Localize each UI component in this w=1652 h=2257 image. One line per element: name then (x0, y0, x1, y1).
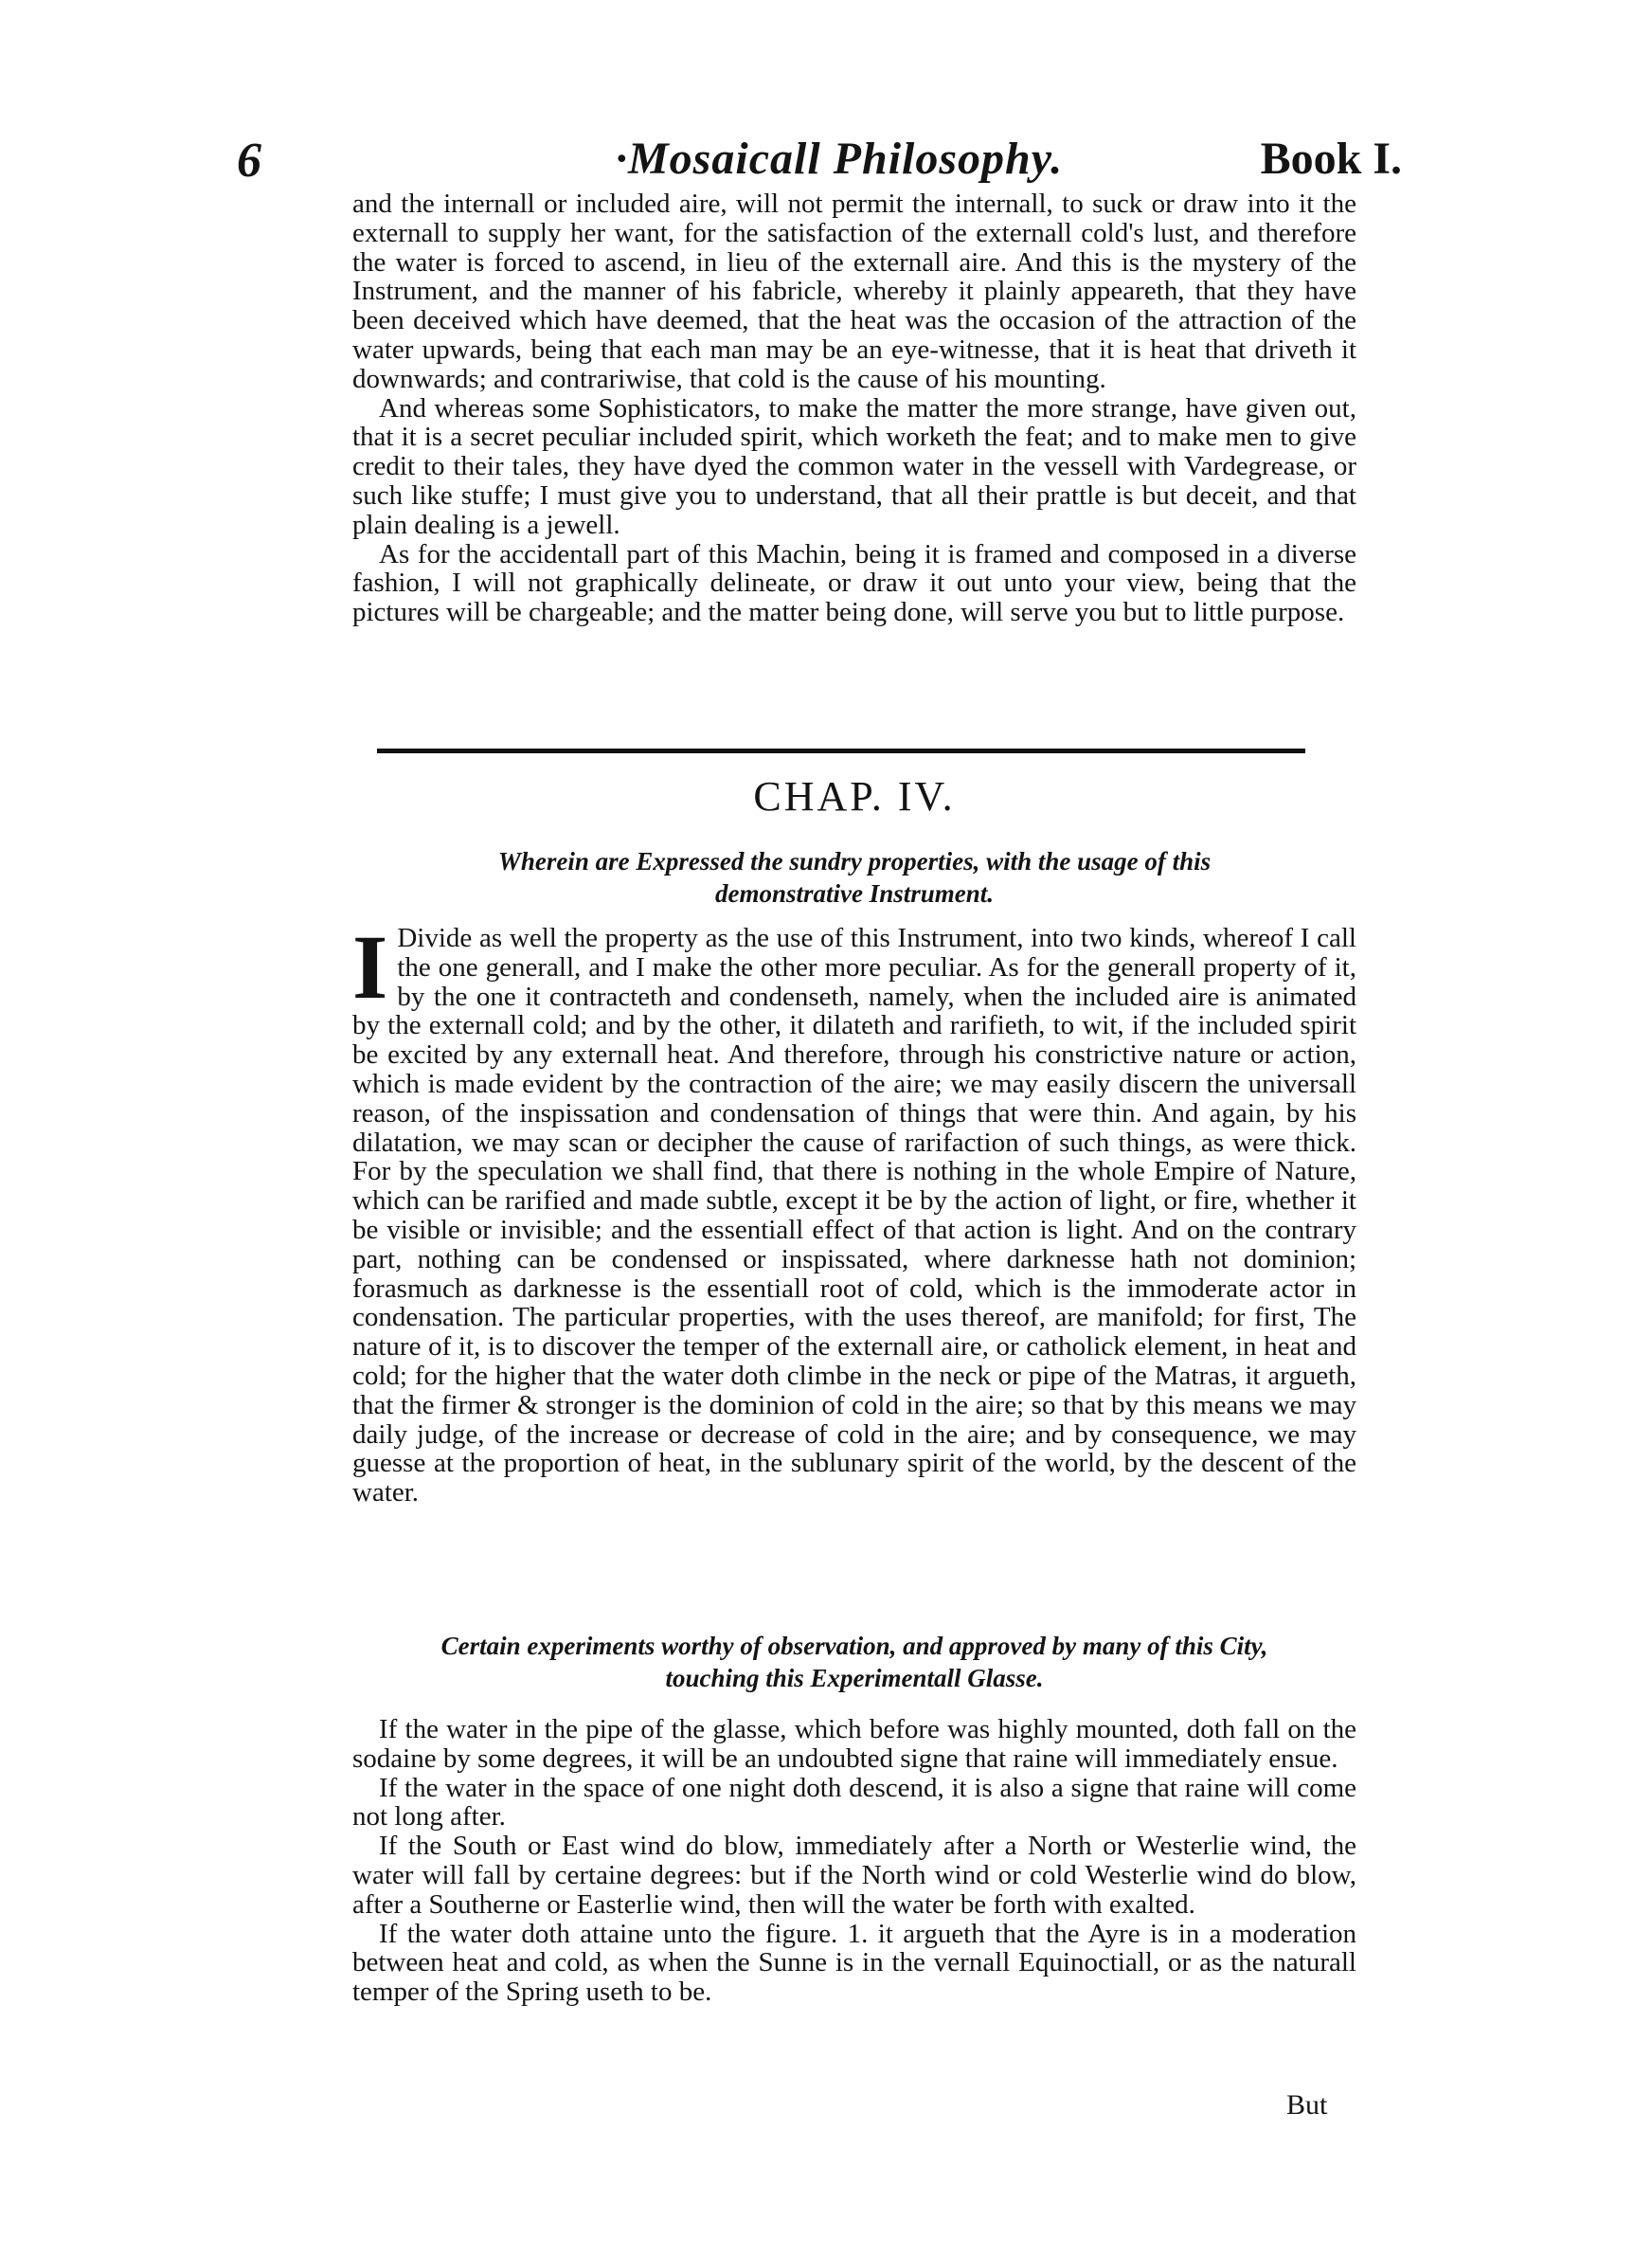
chapter-subtitle-line-2: demonstrative Instrument. (714, 879, 995, 908)
experiment-paragraph: If the water in the space of one night doth descend, it is also a signe that raine will come not long after. (352, 1772, 1356, 1833)
experiments-heading (352, 1630, 1356, 1694)
paragraph-machin: As for the accidentall part of this Machin, being it is framed and composed in a diverse fashion, I will not graphically delineate, or draw it out unto your view, being that the pictures will be chargeable; and the matter being done, will serve you but to little purpose. (352, 538, 1356, 628)
running-title: ·Mosaicall Philosophy. (616, 134, 1064, 184)
section-divider (377, 749, 1305, 753)
chapter-heading: CHAP. IV. (753, 773, 956, 820)
chapter-subtitle (352, 845, 1356, 910)
chapter-body-text: Divide as well the property as the use of this Instrument, into two kinds, whereof I call the one generall, and I make the other more peculiar. As for the generall property of it, by the one it contracteth and condenseth, namely, when the included aire is animated by the externall cold; and by the other, it dilateth and rarifieth, to wit, if the included spirit be excited by any externall heat. And therefore, through his constrictive nature or action, which is made evident by the contraction of the aire; we may easily discern the universall reason, of the inspissation and condensation of things that were thin. And again, by his dilatation, we may scan or decipher the cause of rarifaction of such things, as were thick. For by the speculation we shall find, that there is nothing in the whole Empire of Nature, which can be rarified and made subtle, except it be by the action of light, or fire, whether it be visible or invisible; and the essentiall effect of that action is light. And on the contrary part, nothing can be condensed or inspissated, where darknesse hath not dominion; forasmuch as darknesse is the essentiall root of cold, which is the immoderate actor in condensation. The particular properties, with the uses thereof, are manifold; for first, The nature of it, is to discover the temper of the externall aire, or catholick element, in heat and cold; for the higher that the water doth climbe in the neck or pipe of the Matras, it argueth, that the firmer & stronger is the dominion of cold in the aire; so that by this means we may daily judge, of the increase or decrease of cold in the aire; and by consequence, we may guesse at the proportion of heat, in the sublunary spirit of the world, by the descent of the water. (352, 923, 1356, 1508)
catchword: But (1286, 2089, 1328, 2121)
page-number: 6 (237, 134, 261, 188)
experiments-heading-line-1: Certain experiments worthy of observation, and approved by many of this City, (440, 1632, 1268, 1660)
book-reference: Book I. (1260, 134, 1402, 184)
paragraph-continued: and the internall or included aire, will not permit the internall, to suck or draw into it the externall to supply her want, for the satisfaction of the externall cold's lust, and therefore the water is forced to ascend, in lieu of the externall aire. And this is the mystery of the Instrument, and the manner of his fabricle, whereby it plainly appeareth, that they have been deceived which have deemed, that the heat was the occasion of the attraction of the water upwards, being that each man may be an eye-witnesse, that it is heat that driveth it downwards; and contrariwise, that cold is the cause of his mounting. (352, 189, 1356, 394)
paragraph-sophisticators: And whereas some Sophisticators, to make the matter the more strange, have given out, that it is a secret peculiar included spirit, which worketh the feat; and to make men to give credit to their tales, they have dyed the common water in the vessell with Vardegrease, or such like stuffe; I must give you to understand, that all their prattle is but deceit, and that plain dealing is a jewell. (352, 392, 1356, 540)
experiments-list (352, 1715, 1356, 2007)
experiment-paragraph: If the South or East wind do blow, immediately after a North or Westerlie wind, the water will fall by certaine degrees: but if the North wind or cold Westerlie wind do blow, after a Southerne or Easterlie wind, then will the water be forth with exalted. (352, 1831, 1356, 1920)
chapter-subtitle-line-1: Wherein are Expressed the sundry properties, with the usage of this (497, 847, 1212, 876)
experiment-paragraph: If the water doth attaine unto the figure. 1. it argueth that the Ayre is in a moderation between heat and cold, as when the Sunne is in the vernall Equinoctiall, or as the naturall temper of the Spring useth to be. (352, 1918, 1356, 2008)
drop-cap: I (352, 916, 388, 1018)
continued-text (352, 190, 1356, 627)
experiments-heading-line-2: touching this Experimentall Glasse. (665, 1664, 1044, 1692)
experiment-paragraph: If the water in the pipe of the glasse, which before was highly mounted, doth fall on the sodaine by some degrees, it will be an undoubted signe that raine will immediately ensue. (352, 1714, 1356, 1774)
chapter-body (352, 916, 1356, 1508)
